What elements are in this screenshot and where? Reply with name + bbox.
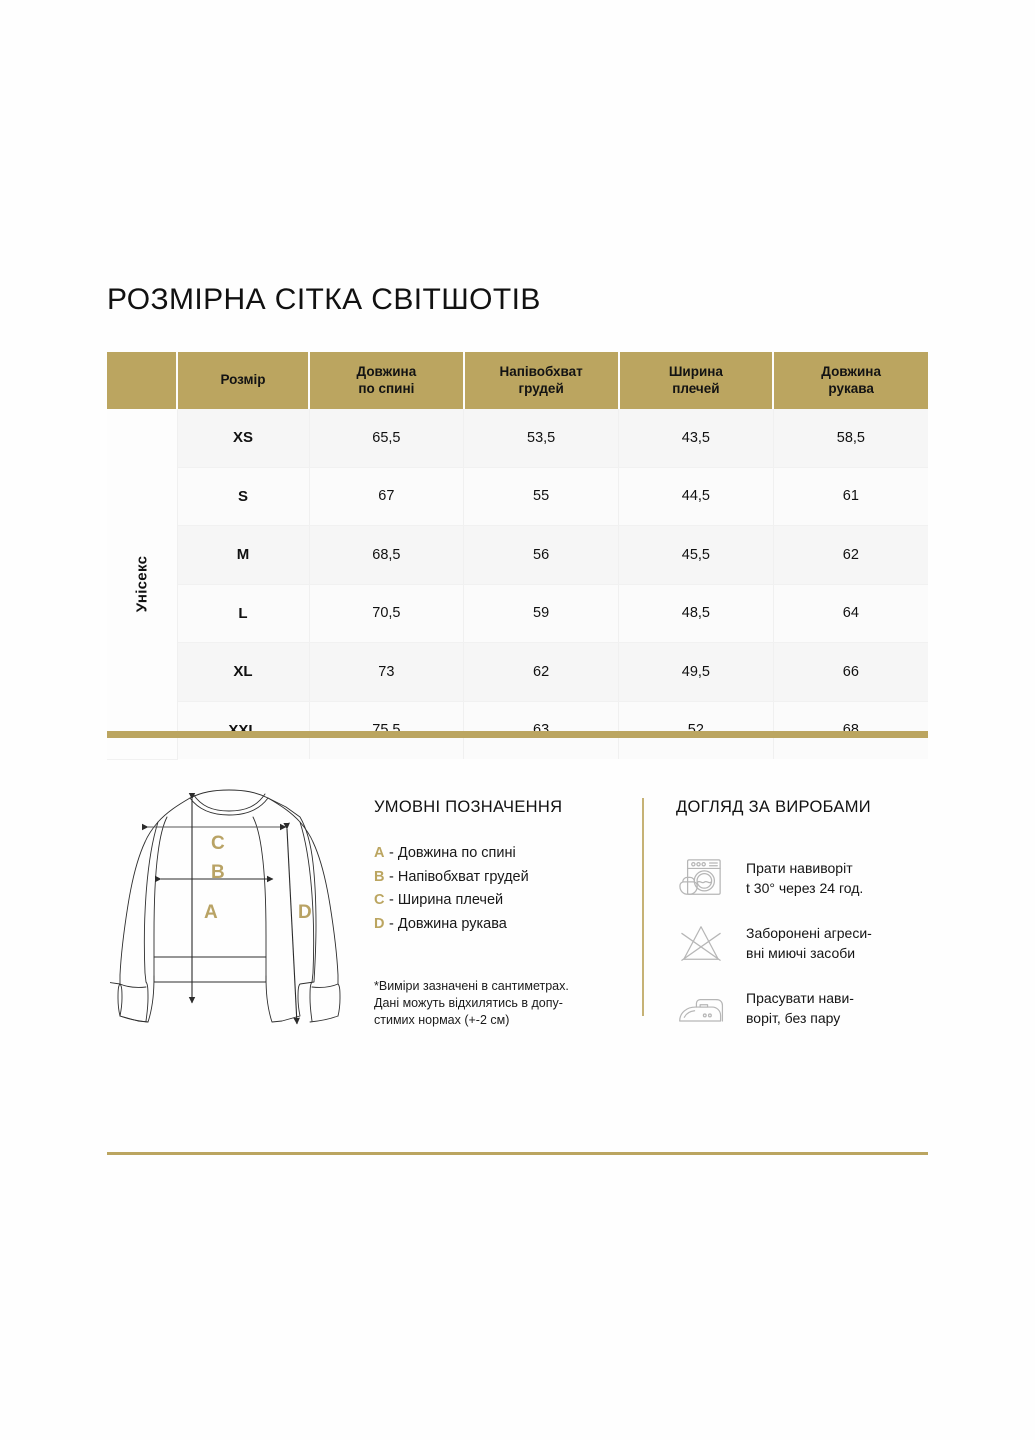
- legend-heading: УМОВНІ ПОЗНАЧЕННЯ: [374, 798, 563, 816]
- cell-back-length: 70,5: [309, 584, 464, 643]
- cell-shoulder-width: 43,5: [619, 409, 774, 467]
- cell-back-length: [309, 701, 464, 759]
- legend-key-a: A: [374, 845, 385, 861]
- measure-label-c: C: [211, 833, 225, 854]
- table-row: [107, 467, 928, 526]
- table-row: [107, 701, 928, 759]
- footer-divider: [107, 1152, 928, 1155]
- legend-label-c: Ширина плечей: [397, 892, 504, 908]
- care-item-no-bleach: [676, 911, 976, 974]
- cell-half-chest: 62: [464, 643, 619, 702]
- legend-key-c: C: [374, 892, 385, 908]
- legend-list: [374, 842, 614, 936]
- care-item-iron: [676, 976, 976, 1039]
- measure-label-d: D: [298, 902, 312, 923]
- table-row: [107, 643, 928, 702]
- measure-label-a: A: [204, 902, 218, 923]
- header-back-length-line2: по спині: [358, 380, 415, 396]
- care-iron-line-1: Прасувати нави-: [746, 989, 854, 1006]
- cell-half-chest: 55: [464, 467, 619, 526]
- legend-key-d: D: [374, 915, 385, 932]
- page-title: РОЗМІРНА СІТКА СВІТШОТІВ: [107, 283, 541, 316]
- care-no-bleach-line-1: Заборонені агреси-: [746, 924, 872, 941]
- care-text-iron: [746, 988, 854, 1028]
- measure-line-d: [287, 829, 297, 1024]
- legend-dash-d: -: [389, 915, 394, 932]
- legend-label-b: Напівобхват грудей: [397, 868, 529, 885]
- legend-label-a: Довжина по спині: [397, 845, 516, 861]
- header-shoulder-width: [619, 352, 774, 409]
- note-line-3: стимих нормах (+-2 см): [374, 1013, 510, 1027]
- unisex-group-cell: [107, 409, 177, 759]
- washing-machine-icon: [676, 855, 728, 901]
- cell-shoulder-width: [619, 701, 774, 759]
- cell-sleeve-length: 62: [773, 526, 928, 585]
- cell-shoulder-width: 48,5: [619, 584, 774, 643]
- cell-back-length: 65,5: [309, 409, 464, 467]
- legend-item-c: [374, 889, 614, 913]
- cell-sleeve-length: [773, 701, 928, 759]
- legend-key-b: B: [374, 868, 385, 885]
- cell-back-length: 73: [309, 643, 464, 702]
- header-size-line1: Розмір: [220, 372, 266, 388]
- header-size: [177, 352, 309, 409]
- cell-shoulder-width: 49,5: [619, 643, 774, 702]
- care-section: [676, 798, 976, 1041]
- header-unisex-spacer: [107, 352, 177, 409]
- care-wash-line-1: Прати навиворіт: [746, 859, 853, 876]
- cell-sleeve-length: 58,5: [773, 409, 928, 467]
- legend-dash-a: -: [389, 845, 394, 861]
- measurement-note: [374, 978, 624, 1029]
- cell-sleeve-length: 61: [773, 467, 928, 526]
- no-bleach-icon: [676, 920, 728, 966]
- cell-size: XS: [177, 409, 309, 467]
- care-heading: ДОГЛЯД ЗА ВИРОБАМИ: [676, 798, 871, 816]
- table-row: [107, 526, 928, 585]
- size-table: [107, 352, 928, 760]
- header-half-chest-line1: Напівобхват: [499, 363, 583, 379]
- cell-size: S: [177, 467, 309, 526]
- sweatshirt-illustration: [110, 785, 350, 1025]
- care-iron-line-2: воріт, без пару: [746, 1009, 841, 1026]
- care-text-wash: [746, 858, 863, 898]
- header-half-chest-line2: грудей: [518, 380, 564, 396]
- unisex-label: Унісекс: [133, 555, 151, 612]
- care-item-wash: [676, 846, 976, 909]
- header-sleeve-length: [773, 352, 928, 409]
- cell-half-chest: [464, 701, 619, 759]
- care-text-no-bleach: [746, 923, 872, 963]
- care-wash-line-2: t 30° через 24 год.: [746, 879, 864, 896]
- cell-size: XL: [177, 643, 309, 702]
- size-table-body: [107, 409, 928, 759]
- table-bottom-accent-bar: [107, 731, 928, 738]
- note-line-2: Дані можуть відхилятись в допу-: [374, 996, 563, 1010]
- table-row: [107, 584, 928, 643]
- cell-shoulder-width: 44,5: [619, 467, 774, 526]
- header-sleeve-length-line2: рукава: [828, 380, 874, 396]
- care-list: [676, 846, 976, 1039]
- cell-back-length: 68,5: [309, 526, 464, 585]
- legend-item-a: [374, 842, 614, 866]
- header-back-length: [309, 352, 464, 409]
- cell-size: L: [177, 584, 309, 643]
- header-sleeve-length-line1: Довжина: [821, 363, 881, 379]
- note-line-1: *Виміри зазначені в сантиметрах.: [374, 979, 569, 993]
- header-shoulder-width-line2: плечей: [672, 380, 720, 396]
- header-back-length-line1: Довжина: [356, 363, 417, 379]
- header-shoulder-width-line1: Ширина: [668, 363, 723, 379]
- cell-half-chest: 53,5: [464, 409, 619, 467]
- legend-dash-c: -: [389, 892, 394, 908]
- cell-half-chest: 59: [464, 584, 619, 643]
- cell-sleeve-length: 66: [773, 643, 928, 702]
- cell-size: [177, 701, 309, 759]
- cell-half-chest: 56: [464, 526, 619, 585]
- iron-icon: [676, 985, 728, 1031]
- cell-back-length: 67: [309, 467, 464, 526]
- care-no-bleach-line-2: вні миючі засоби: [746, 944, 856, 961]
- legend-label-d: Довжина рукава: [397, 915, 507, 932]
- details-band: [0, 785, 1035, 1035]
- legend-section: [374, 798, 614, 1027]
- table-row: [107, 409, 928, 467]
- header-row: [107, 352, 928, 409]
- cell-shoulder-width: 45,5: [619, 526, 774, 585]
- cell-sleeve-length: 64: [773, 584, 928, 643]
- legend-dash-b: -: [389, 868, 394, 885]
- section-divider: [642, 798, 644, 1016]
- size-table-container: [107, 352, 928, 760]
- measure-label-b: B: [211, 862, 225, 883]
- cell-size: M: [177, 526, 309, 585]
- size-table-header: [107, 352, 928, 409]
- sweatshirt-diagram: [110, 785, 350, 1025]
- legend-item-b: [374, 866, 614, 890]
- header-half-chest: [464, 352, 619, 409]
- legend-item-d: [374, 913, 614, 937]
